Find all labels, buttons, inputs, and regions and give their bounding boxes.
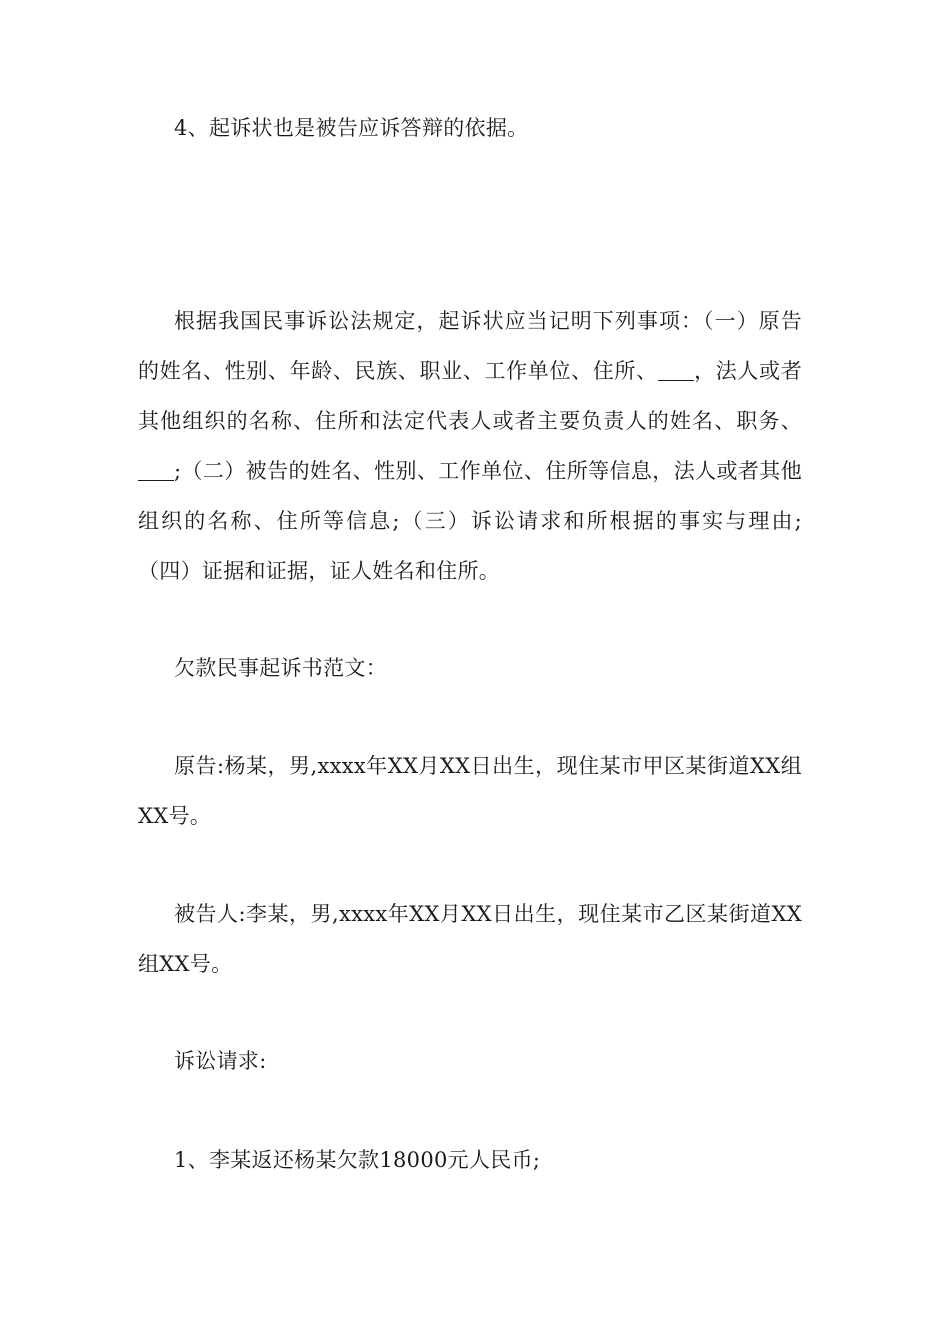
paragraph-text-part-3: ;（二）被告的姓名、性别、工作单位、住所等信息，法人或者其他组织的名称、住所等信息;（三）诉讼请求和所根据的事实与理由;（四）证据和证据，证人姓名和住所。 xyxy=(138,459,802,583)
paragraph-text: 4、起诉状也是被告应诉答辩的依据。 xyxy=(174,116,529,140)
paragraph-basis-for-defense xyxy=(138,103,802,153)
paragraph-claim-1 xyxy=(138,1135,802,1185)
paragraph-sample-heading xyxy=(138,643,802,693)
paragraph-plaintiff xyxy=(138,741,802,841)
paragraph-text: 诉讼请求: xyxy=(174,1049,267,1073)
fill-blank xyxy=(138,459,174,481)
paragraph-text: 1、李某返还杨某欠款18000元人民币; xyxy=(174,1148,541,1172)
paragraph-required-items xyxy=(138,296,802,596)
paragraph-defendant xyxy=(138,889,802,989)
paragraph-text-part-2: ，法人或者其他组织的名称、住所和法定代表人或者主要负责人的姓名、职务、 xyxy=(138,359,803,433)
paragraph-text: 原告:杨某，男,xxxx年XX月XX日出生，现住某市甲区某街道XX组XX号。 xyxy=(138,754,802,828)
paragraph-text: 欠款民事起诉书范文： xyxy=(174,656,387,680)
paragraph-text-part-1: 根据我国民事诉讼法规定，起诉状应当记明下列事项：（一）原告的姓名、性别、年龄、民族、职业、工作单位、住所、 xyxy=(138,309,802,383)
paragraph-claims-heading xyxy=(138,1036,802,1086)
fill-blank xyxy=(658,359,694,381)
paragraph-text: 被告人:李某，男,xxxx年XX月XX日出生，现住某市乙区某街道XX组XX号。 xyxy=(138,902,802,976)
